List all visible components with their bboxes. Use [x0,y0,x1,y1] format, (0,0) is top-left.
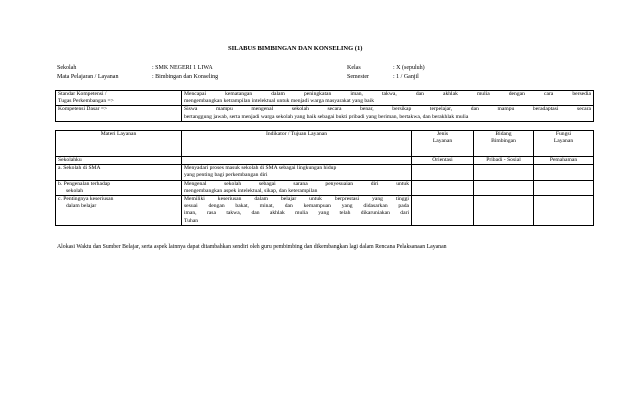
row-bidang [474,196,534,226]
row-jenis [412,196,474,226]
standar-text-cell [182,91,594,106]
row-fungsi [534,180,594,195]
row-materi: a. Sekolah di SMA [56,165,182,180]
competency-table [55,90,594,122]
table-header-row [56,131,594,157]
sekolah-value: : SMK NEGERI 1 LIWA [152,65,213,71]
semester-label: Semester [347,74,369,80]
page-title: SILABUS BIMBINGAN DAN KONSELING (1) [228,45,363,52]
header-fungsi: Fungsi Layanan [534,131,594,157]
kompetensi-text-1: Siswa mampu mengenal sekolah secara benar, bersikap terpelajar, dan mampu beradaptasi secara [184,106,591,113]
row-materi: b. Pengenalan terhadap sekolah [56,180,182,195]
row-jenis [412,180,474,195]
standar-label-cell [56,91,182,106]
standar-label-1: Standar Kompetensi / [58,91,107,97]
kompetensi-label-cell [56,106,182,121]
mapel-value: : Bimbingan dan Konseling [152,74,219,80]
section-materi: Sekolahku [56,157,182,165]
semester-value: : 1 / Ganjil [393,74,419,80]
section-row [56,157,594,165]
row-bidang [474,165,534,180]
header-jenis: Jenis Layanan [412,131,474,157]
standar-label-2: Tugas Perkembangan => [58,98,114,105]
table-row [56,196,594,226]
row-indikator: Memiliki keseriusan dalam belajar untuk berprestasi yang tinggi sesuai dengan bakat, minat, dan kemampuan yang didasarkan pada iman, rasa takwa, dan akhlak mulia yang telah dikaruniakan dari Tuhan [182,196,412,226]
standar-text-2: mengembangkan ketrampilan intelektual untuk menjadi warga masyarakat yang baik [184,98,375,105]
kompetensi-row [56,106,594,121]
kompetensi-text-cell [182,106,594,121]
standar-row [56,91,594,106]
row-jenis [412,165,474,180]
kelas-label: Kelas [347,65,361,71]
header-indikator: Indikator / Tujuan Layanan [182,131,412,157]
section-bidang: Pribadi - Sosial [474,157,534,165]
section-fungsi: Pemahaman [534,157,594,165]
section-indikator [182,157,412,165]
row-fungsi [534,165,594,180]
mapel-label: Mata Pelajaran / Layanan [57,74,119,80]
header-materi: Materi Layanan [56,131,182,157]
row-bidang [474,180,534,195]
kompetensi-text-2: bertanggung jawab, serta menjadi warga sekolah yang baik sebagai bukti pribadi yang beriman, bertakwa, dan berakhlak mulia [184,113,469,120]
kelas-value: : X (sepuluh) [393,65,425,71]
sekolah-label: Sekolah [57,65,77,71]
syllabus-table [55,130,594,226]
table-row [56,180,594,195]
row-indikator: Menyadari proses masuk sekolah di SMA sebagai lingkungan hidup yang penting bagi perkembangan diri [182,165,412,180]
kompetensi-label: Kompetensi Dasar => [58,106,108,113]
row-indikator: Mengenal sekolah sebagai sarana penyesuaian diri untuk mengembangkan aspek intelektual, sikap, dan keterampilan [182,180,412,195]
section-jenis: Orientasi [412,157,474,165]
row-fungsi [534,196,594,226]
row-materi: c. Pentingnya keseriusan dalam belajar [56,196,182,226]
standar-text-1: Mencapai kematangan dalam peningkatan iman, takwa, dan akhlak mulia dengan cara bersedia [184,91,591,97]
table-row [56,165,594,180]
header-bidang: Bidang Bimbingan [474,131,534,157]
footer-note: Alokasi Waktu dan Sumber Belajar, serta aspek lainnya dapat ditambahkan sendiri oleh guru pembimbing dan dikembangkan lagi dalam Rencana Pelaksanaan Layanan [57,244,447,250]
